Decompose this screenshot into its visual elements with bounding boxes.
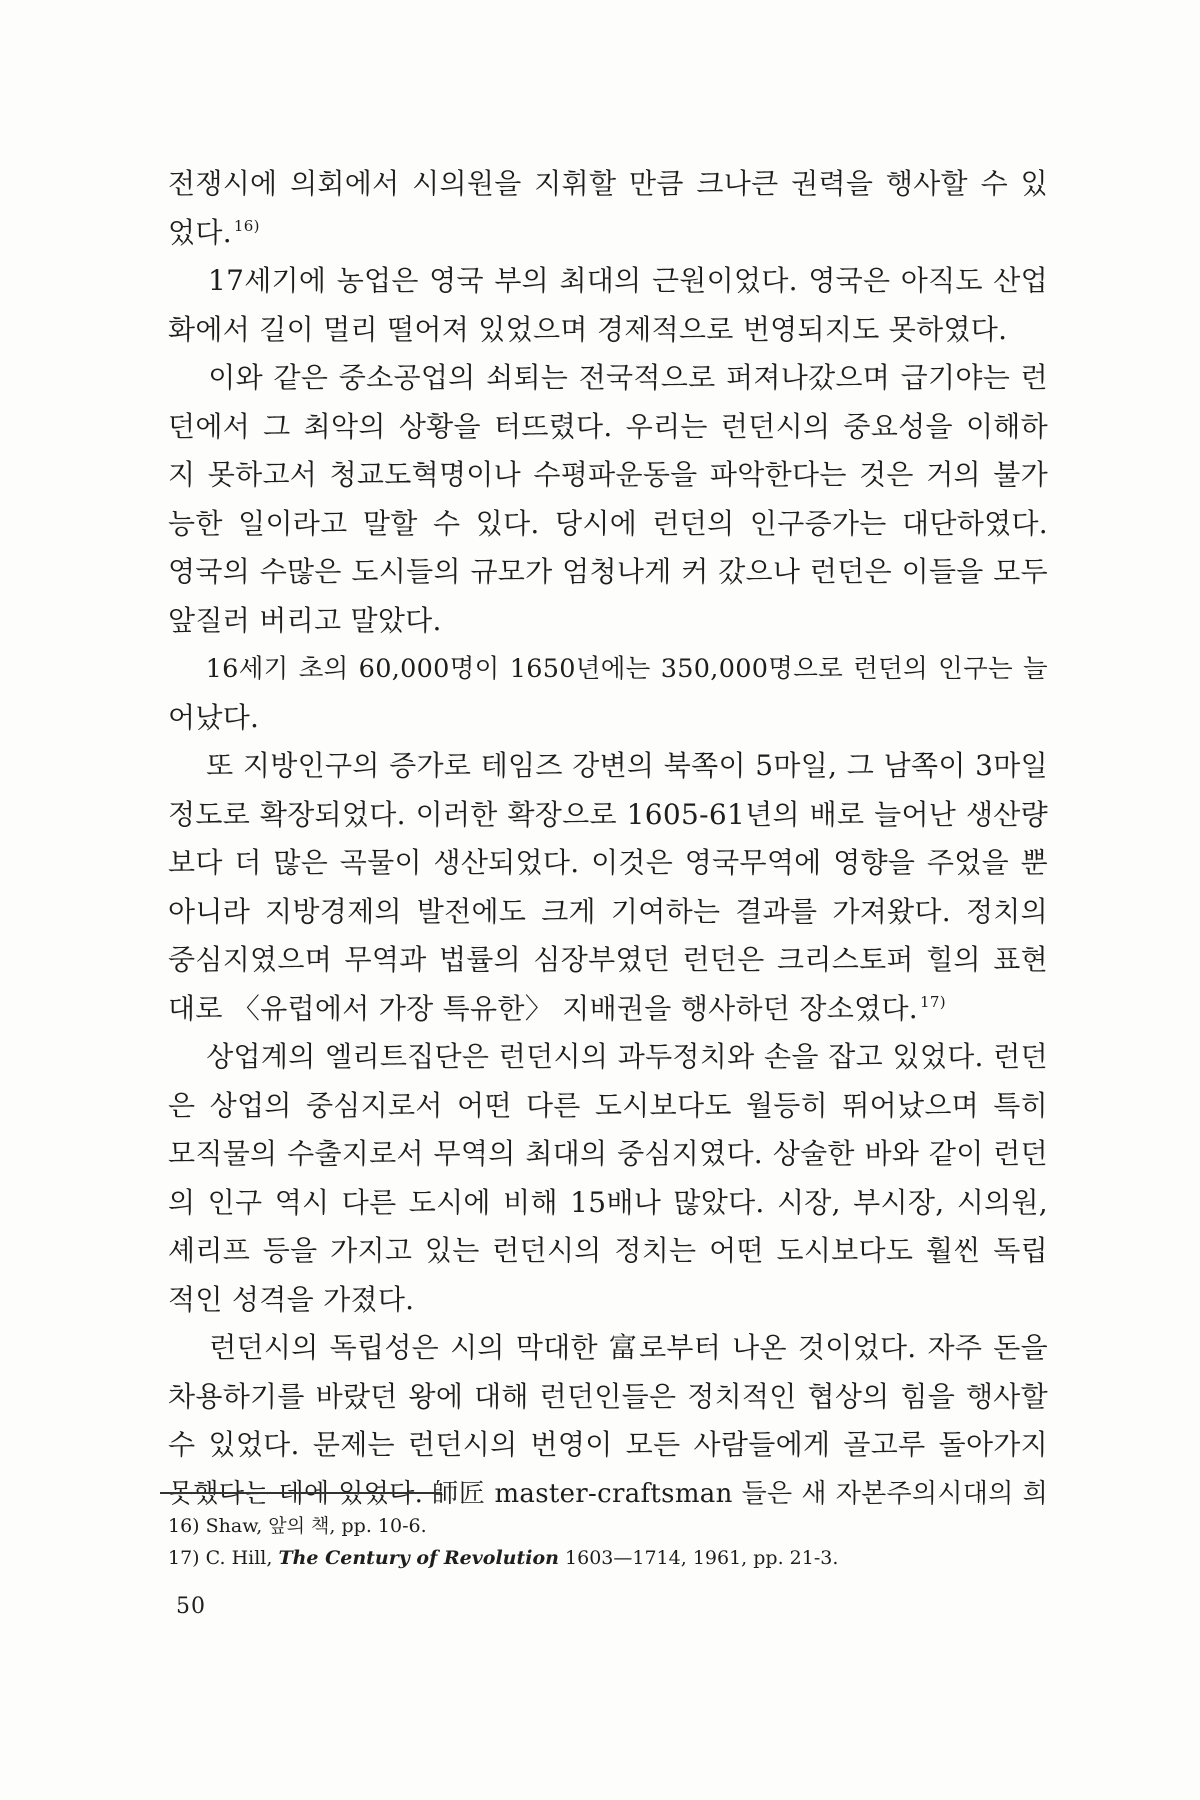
line-text: 또 지방인구의 증가로 테임즈 강변의 북쪽이 5마일, 그 남쪽이 3마일: [168, 749, 1048, 782]
text-line: [168, 839, 1048, 888]
text-line: [168, 1324, 1048, 1373]
text-line: [168, 257, 1048, 306]
footnote-reference[interactable]: 17): [920, 993, 946, 1012]
text-line: [168, 1033, 1048, 1082]
line-text: 능한 일이라고 말할 수 있다. 당시에 런던의 인구증가는 대단하였다.: [168, 506, 1048, 540]
footnote-citation: C. Hill,: [205, 1547, 273, 1569]
line-text: 의 인구 역시 다른 도시에 비해 15배나 많았다. 시장, 부시장, 시의원,: [168, 1185, 1048, 1219]
text-line: [168, 791, 1048, 840]
line-text: 은 상업의 중심지로서 어떤 다른 도시보다도 월등히 뛰어났으며 특히: [168, 1088, 1048, 1122]
text-line: [168, 597, 1048, 646]
line-text: 어났다.: [168, 700, 260, 734]
text-line: [168, 354, 1048, 403]
line-text: 수 있었다. 문제는 런던시의 번영이 모든 사람들에게 골고루 돌아가지: [168, 1428, 1048, 1461]
line-text: 던에서 그 최악의 상황을 터뜨렸다. 우리는 런던시의 중요성을 이해하: [168, 409, 1048, 443]
text-line: [168, 451, 1048, 500]
text-line: [168, 1276, 1048, 1325]
footnote: [168, 1510, 1048, 1542]
text-line: [168, 160, 1048, 209]
footnote-book-title: The Century of Revolution: [278, 1547, 559, 1569]
footnote: [168, 1542, 1048, 1574]
line-text: 차용하기를 바랐던 왕에 대해 런던인들은 정치적인 협상의 힘을 행사할: [168, 1379, 1048, 1413]
line-text: 앞질러 버리고 말았다.: [168, 603, 442, 637]
text-line: [168, 1082, 1048, 1131]
text-line: [168, 500, 1048, 549]
text-line: [168, 1421, 1048, 1470]
line-text: 모직물의 수출지로서 무역의 최대의 중심지였다. 상술한 바와 같이 런던: [168, 1137, 1048, 1170]
line-text: 중심지였으며 무역과 법률의 심장부였던 런던은 크리스토퍼 힐의 표현: [168, 943, 1048, 976]
body-text: [168, 160, 1048, 1518]
line-text: 17세기에 농업은 영국 부의 최대의 근원이었다. 영국은 아직도 산업: [168, 264, 1048, 297]
footnote-reference[interactable]: 16): [233, 217, 260, 236]
text-line: [168, 888, 1048, 937]
text-line: [168, 1130, 1048, 1179]
text-line: [168, 742, 1048, 791]
footnote-citation-rest: 1603—1714, 1961, pp. 21-3.: [565, 1547, 839, 1569]
footnote-number: 16): [168, 1515, 200, 1537]
text-line: [168, 694, 1048, 743]
page-number: 50: [176, 1594, 206, 1619]
line-text: 대로 〈유럽에서 가장 특유한〉 지배권을 행사하던 장소였다.: [168, 991, 919, 1025]
text-line: [168, 985, 1048, 1034]
footnote-number: 17): [168, 1547, 200, 1569]
line-text: 정도로 확장되었다. 이러한 확장으로 1605-61년의 배로 늘어난 생산량: [168, 797, 1048, 831]
line-text: 지 못하고서 청교도혁명이나 수평파운동을 파악한다는 것은 거의 불가: [168, 458, 1048, 491]
line-text: 전쟁시에 의회에서 시의원을 지휘할 만큼 크나큰 권력을 행사할 수 있: [168, 167, 1048, 200]
line-text: 상업계의 엘리트집단은 런던시의 과두정치와 손을 잡고 있었다. 런던: [168, 1040, 1048, 1073]
line-text: 16세기 초의 60,000명이 1650년에는 350,000명으로 런던의 인구는 늘: [168, 654, 1048, 684]
line-text: 화에서 길이 멀리 떨어져 있었으며 경제적으로 번영되지도 못하였다.: [168, 312, 1008, 346]
text-line: [168, 1373, 1048, 1422]
text-line: [168, 645, 1048, 694]
line-text: 었다.: [168, 215, 232, 249]
text-line: [168, 306, 1048, 355]
footnotes: [168, 1510, 1048, 1574]
line-text: 셰리프 등을 가지고 있는 런던시의 정치는 어떤 도시보다도 훨씬 독립: [168, 1234, 1048, 1267]
footnote-citation: Shaw, 앞의 책, pp. 10-6.: [205, 1515, 427, 1537]
line-text: 적인 성격을 가졌다.: [168, 1282, 415, 1316]
text-line: [168, 1227, 1048, 1276]
footnote-divider: [160, 1492, 442, 1494]
line-text: 런던시의 독립성은 시의 막대한 富로부터 나온 것이었다. 자주 돈을: [168, 1331, 1048, 1364]
line-text: 영국의 수많은 도시들의 규모가 엄청나게 커 갔으나 런던은 이들을 모두: [168, 555, 1048, 588]
text-line: [168, 209, 1048, 258]
text-line: [168, 548, 1048, 597]
text-line: [168, 936, 1048, 985]
line-text: 아니라 지방경제의 발전에도 크게 기여하는 결과를 가져왔다. 정치의: [168, 894, 1048, 928]
line-text: 이와 같은 중소공업의 쇠퇴는 전국적으로 퍼져나갔으며 급기야는 런: [168, 361, 1048, 394]
text-line: [168, 1179, 1048, 1228]
line-text: 보다 더 많은 곡물이 생산되었다. 이것은 영국무역에 영향을 주었을 뿐: [168, 846, 1048, 879]
text-line: [168, 403, 1048, 452]
line-text: 못했다는 데에 있었다. 師匠 master-craftsman 들은 새 자본주의시대의 희: [168, 1478, 1048, 1509]
